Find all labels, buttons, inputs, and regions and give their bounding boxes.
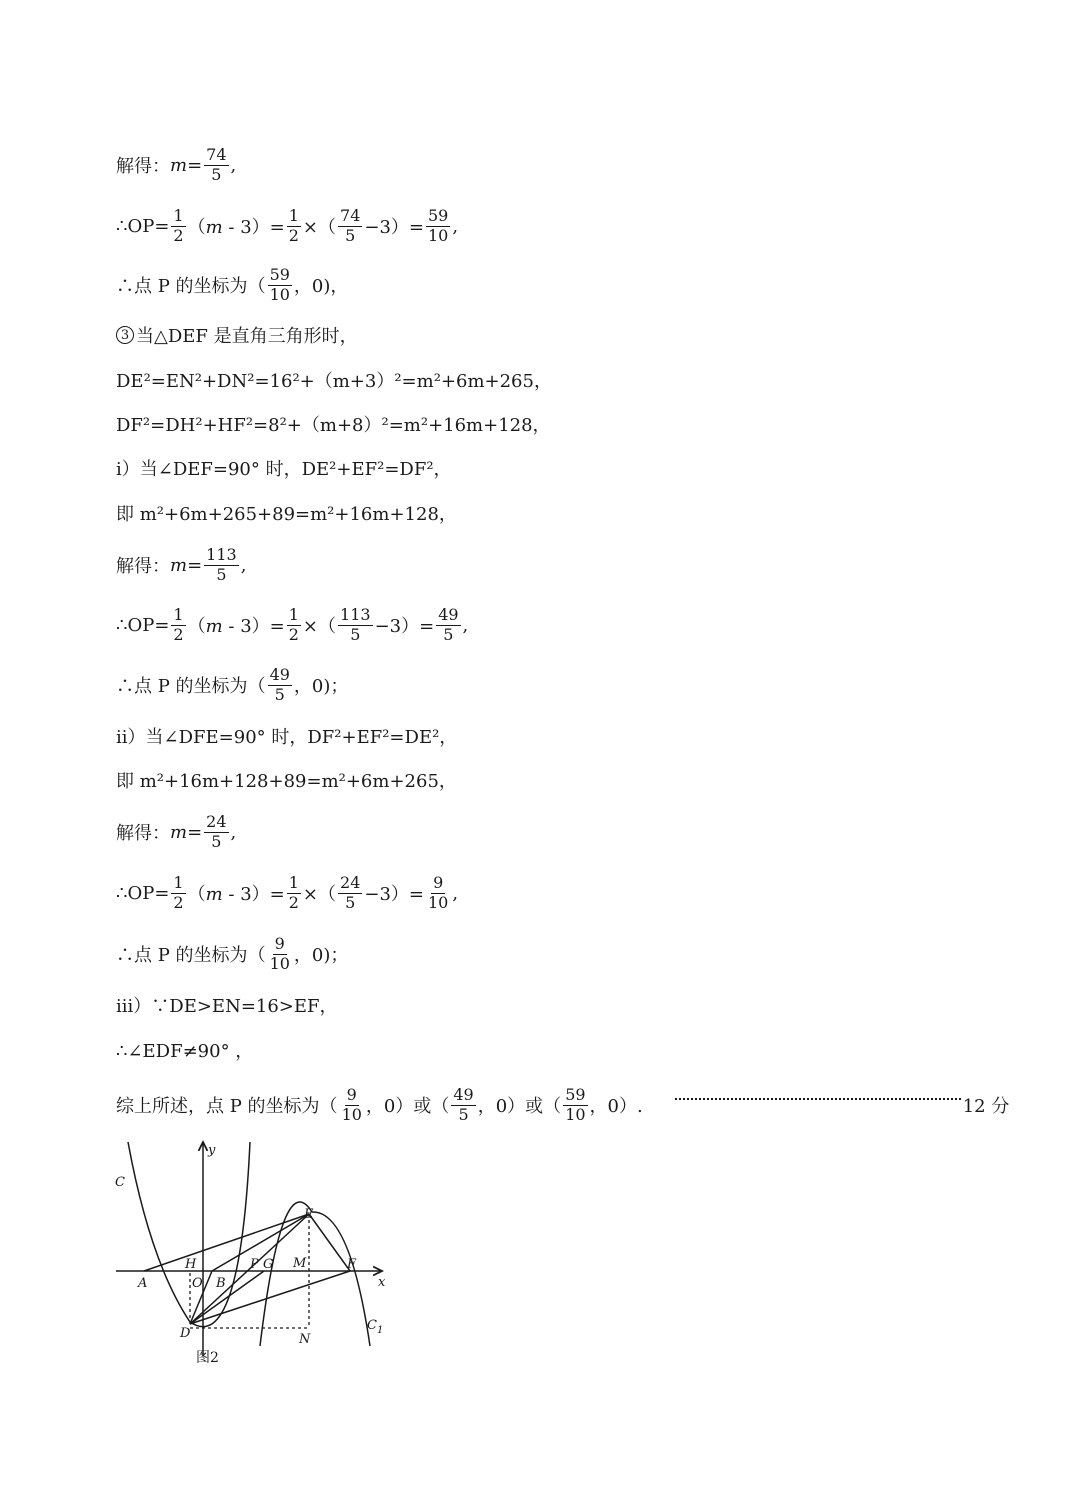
angle-edf-line: ∴∠EDF≠90° ， (116, 1041, 254, 1062)
op-result-fraction: $\frac{49}{5}$ (438, 604, 459, 644)
label-a: A (138, 1276, 148, 1291)
label-h: H (185, 1257, 197, 1272)
label-f: F (347, 1257, 357, 1272)
segment-ef (309, 1214, 350, 1271)
half-fraction: $\frac{1}{2}$ (173, 872, 184, 912)
solve-m-line-1: 解得： m= $\frac{74}{5}$ , (116, 144, 237, 184)
label-y: y (208, 1143, 216, 1158)
label-c: C (115, 1175, 125, 1190)
label-n: N (299, 1332, 311, 1347)
label-d: D (180, 1326, 191, 1341)
solve-m-line-2: 解得： m= $\frac{113}{5}$ , (116, 544, 247, 584)
label-e: E (304, 1207, 314, 1222)
m-lhs: m= (170, 154, 203, 176)
answer-fraction-2: $\frac{49}{5}$ (453, 1084, 474, 1124)
score-label: 12 分 (962, 1096, 1010, 1117)
label-g: G (263, 1257, 274, 1272)
label-p: P (250, 1257, 259, 1272)
label-b: B (216, 1276, 226, 1291)
label-x: x (378, 1275, 386, 1290)
label-o: O (192, 1276, 203, 1291)
m-fraction: $\frac{24}{5}$ (340, 872, 361, 912)
m-value-fraction: $\frac{113}{5}$ (206, 544, 237, 584)
df-squared-line: DF²=DH²+HF²=8²+（m+8）²=m²+16m+128， (116, 415, 551, 436)
op-result-fraction: $\frac{9}{10}$ (428, 872, 449, 912)
m-value-fraction: $\frac{24}{5}$ (206, 811, 227, 851)
op-line-1: ∴OP= $\frac{1}{2}$ （m - 3）= $\frac{1}{2}$ ×（ $\frac{74}{5}$ −3）= $\frac{59}{10}$ , (116, 205, 459, 245)
m-fraction: $\frac{113}{5}$ (340, 604, 371, 644)
conclusion-line: 综上所述，点 P 的坐标为（ $\frac{9}{10}$ ，0）或（ $\frac{49}{5}$ ，0）或（ $\frac{59}{10}$ ，0）. 12 分 (116, 1084, 1010, 1124)
case-iii-line: iii）∵DE>EN=16>EF， (116, 996, 338, 1017)
leader-dots (675, 1098, 961, 1100)
answer-fraction-3: $\frac{59}{10}$ (565, 1084, 586, 1124)
case-3-heading (116, 312, 358, 358)
half-fraction: $\frac{1}{2}$ (288, 205, 299, 245)
half-fraction: $\frac{1}{2}$ (173, 604, 184, 644)
op-line-3: ∴OP= $\frac{1}{2}$ （m - 3）= $\frac{1}{2}$ ×（ $\frac{24}{5}$ −3）= $\frac{9}{10}$ , (116, 872, 459, 912)
figure-2 (112, 1134, 402, 1370)
op-result-fraction: $\frac{59}{10}$ (428, 205, 449, 245)
solve-m-line-3: 解得： m= $\frac{24}{5}$ , (116, 811, 237, 851)
point-p-line-2: ∴点 P 的坐标为 （ $\frac{49}{5}$ ，0)； (116, 664, 349, 704)
half-fraction: $\frac{1}{2}$ (288, 604, 299, 644)
half-fraction: $\frac{1}{2}$ (173, 205, 184, 245)
label-m: M (293, 1256, 307, 1271)
circled-number: 3 (116, 326, 134, 344)
m-fraction: $\frac{74}{5}$ (340, 205, 361, 245)
case-ii-line: ii）当∠DFE=90° 时，DF²+EF²=DE²， (116, 727, 458, 748)
equation-ii-line: 即 m²+16m+128+89=m²+6m+265， (116, 771, 457, 792)
m-value-fraction: $\frac{74}{5}$ (206, 144, 227, 184)
figure-caption: 图2 (196, 1350, 219, 1366)
point-p-line-3: ∴点 P 的坐标为 （ $\frac{9}{10}$ ，0)； (116, 933, 349, 973)
solve-label: 解得： (116, 156, 170, 177)
answer-fraction-1: $\frac{9}{10}$ (341, 1084, 362, 1124)
point-p-label: ∴点 P 的坐标为 (116, 276, 248, 297)
parabola-c (128, 1142, 250, 1327)
p-x-fraction: $\frac{9}{10}$ (269, 933, 290, 973)
label-c1: $C_1$ (367, 1318, 384, 1336)
p-x-fraction: $\frac{49}{5}$ (269, 664, 290, 704)
op-line-2: ∴OP= $\frac{1}{2}$ （m - 3）= $\frac{1}{2}$ ×（ $\frac{113}{5}$ −3）= $\frac{49}{5}$ , (116, 604, 469, 644)
therefore-op: ∴OP= (116, 215, 170, 237)
case-i-line: i）当∠DEF=90° 时，DE²+EF²=DF²， (116, 459, 452, 480)
point-p-line-1: ∴点 P 的坐标为 （ $\frac{59}{10}$ ，0)， (116, 264, 349, 304)
equation-i-line: 即 m²+6m+265+89=m²+16m+128， (116, 504, 457, 525)
case-3-text: 当△DEF 是直角三角形时， (136, 326, 358, 347)
half-fraction: $\frac{1}{2}$ (288, 872, 299, 912)
p-x-fraction: $\frac{59}{10}$ (269, 264, 290, 304)
de-squared-line: DE²=EN²+DN²=16²+（m+3）²=m²+6m+265， (116, 371, 552, 392)
